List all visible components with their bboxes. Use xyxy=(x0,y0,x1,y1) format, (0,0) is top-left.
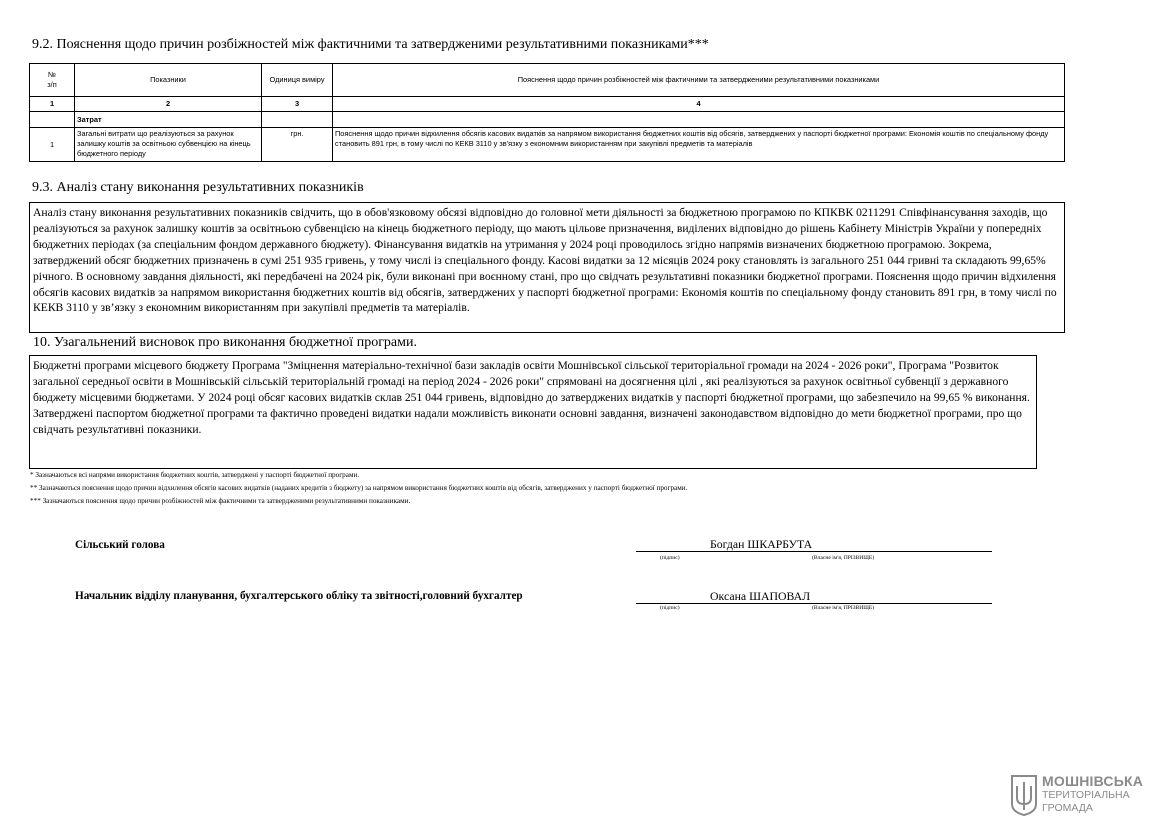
group-row xyxy=(30,112,1065,128)
conclusion-paragraph-1: Бюджетні програми місцевого бюджету Програма "Зміцнення матеріально-технічної бази закладів освіти Мошнівської сільської територіальної громади на 2024 - 2026 роки", Програма "Розвиток загальної середньої освіти в Мошнівській сільській територіальній громаді на період 2024 - 2026 роки" спрямовані на досягнення цілі , які реалізуються за рахунок освітньої субвенції з державного бюджету місцевими бюджетами. У 2024 році обсяг касових видатків склав 251 044 гривень, відповідно до затверджених видатків у паспорті бюджетної програми, що забезпечило на 99,65 % виконання. xyxy=(33,359,1030,404)
table-header-row xyxy=(30,64,1065,97)
analysis-box xyxy=(29,202,1065,333)
discrepancy-table xyxy=(29,63,1065,162)
row-indicator: Загальні витрати що реалізуються за рахунок залишку коштів за освітньою субвенцією на кінець бюджетного періоду xyxy=(75,128,262,162)
signature-caption-name: (Власне ім'я, ПРІЗВИЩЕ) xyxy=(812,555,875,561)
signature-line xyxy=(636,603,992,604)
table-row xyxy=(30,128,1065,162)
section-9-2-title: 9.2. Пояснення щодо причин розбіжностей між фактичними та затвердженими результативними показниками*** xyxy=(32,37,709,52)
trident-icon xyxy=(1010,774,1038,816)
footnote-2: ** Зазначаються пояснення щодо причин відхилення обсягів касових видатків (наданих кредитів з бюджету) за напрямом використання бюджетних коштів від обсягів, затверджених у паспорті бюджетної програми. xyxy=(30,484,688,492)
logo-line-2: ТЕРИТОРІАЛЬНА xyxy=(1042,789,1130,801)
conclusion-paragraph-2: Затверджені паспортом бюджетної програми та фактично проведені видатки надали можливість виконати основні завдання, визначені законодавством відповідно до мети бюджетної програми, про що свідчать результативні показники. xyxy=(33,406,1022,436)
header-explanation: Пояснення щодо причин розбіжностей між фактичними та затвердженими результативними показниками xyxy=(333,64,1065,97)
header-num: № з/п xyxy=(30,64,75,97)
logo-line-3: ГРОМАДА xyxy=(1042,802,1093,814)
row-num: 1 xyxy=(30,128,75,162)
column-numbers-row xyxy=(30,97,1065,112)
row-unit: грн. xyxy=(262,128,333,162)
group-label: Затрат xyxy=(75,112,262,128)
col-number: 1 xyxy=(30,97,75,112)
analysis-text: Аналіз стану виконання результативних показників свідчить, що в обов'язковому обсязі відповідно до головної мети діяльності за бюджетною програмою по КПКВК 0211291 Співфінансування заходів, що реалізуються за рахунок залишку коштів за освітньою субвенцією на кінець бюджетного періоду, що мають цільове призначення, виділених відповідно до рішень Кабінету Міністрів України у попередніх бюджетних періодах (за спеціальним фондом державного бюджету). Фінансування видатків на утримання у 2024 році проводилось згідно напрямів визначених бюджетною програмою. Зокрема, затверджений обсяг бюджетних призначень в сумі 251 935 гривень, у тому числі із спеціального фонду. Касові видатки за 12 місяців 2024 року становлять із загального 251 044 гривні та складають 99,65% річного. В основному завдання діяльності, які передбачені на 2024 рік, були виконані при воєнному стані, про що свідчать результативні показники бюджетної програми. Пояснення щодо причин відхилення обсягів касових видатків за напрямом використання бюджетних коштів від обсягів, затверджених у паспорті бюджетної програми: Економія коштів по спеціальному фонду становить 891 грн, в тому числі по КЕКВ 3110 у зв’язку з економним використанням при закупівлі предметів та матеріалів. xyxy=(33,206,1057,315)
community-logo xyxy=(1010,773,1150,817)
signature-caption-sign: (підпис) xyxy=(660,555,680,561)
signature-name-accountant: Оксана ШАПОВАЛ xyxy=(710,589,811,603)
signature-role-accountant: Начальник відділу планування, бухгалтерського обліку та звітності,головний бухгалтер xyxy=(75,590,523,602)
header-unit: Одиниця виміру xyxy=(262,64,333,97)
section-10-title: 10. Узагальнений висновок про виконання бюджетної програми. xyxy=(33,335,417,350)
header-indicators: Показники xyxy=(75,64,262,97)
section-9-3-title: 9.3. Аналіз стану виконання результативних показників xyxy=(32,180,364,195)
signature-line xyxy=(636,551,992,552)
signature-caption-name: (Власне ім'я, ПРІЗВИЩЕ) xyxy=(812,605,875,611)
footnote-3: *** Зазначаються пояснення щодо причин розбіжностей між фактичними та затвердженими результативними показниками. xyxy=(30,497,411,505)
signature-name-head: Богдан ШКАРБУТА xyxy=(710,537,813,551)
conclusion-box xyxy=(29,355,1037,469)
signature-caption-sign: (підпис) xyxy=(660,605,680,611)
col-number: 3 xyxy=(262,97,333,112)
signature-role-head: Сільський голова xyxy=(75,539,165,551)
footnote-1: * Зазначаються всі напрями використання бюджетних коштів, затверджені у паспорті бюджетної програми. xyxy=(30,471,360,479)
row-explanation: Пояснення щодо причин відхилення обсягів касових видатків за напрямом використання бюджетних коштів від обсягів, затверджених у паспорті бюджетної програми: Економія коштів по спеціальному фонду становить 891 грн, в тому числі по КЕКВ 3110 у зв'язку з економним використанням при закупівлі предметів та матеріалів xyxy=(333,128,1065,162)
logo-line-1: МОШНІВСЬКА xyxy=(1042,773,1144,789)
col-number: 4 xyxy=(333,97,1065,112)
col-number: 2 xyxy=(75,97,262,112)
